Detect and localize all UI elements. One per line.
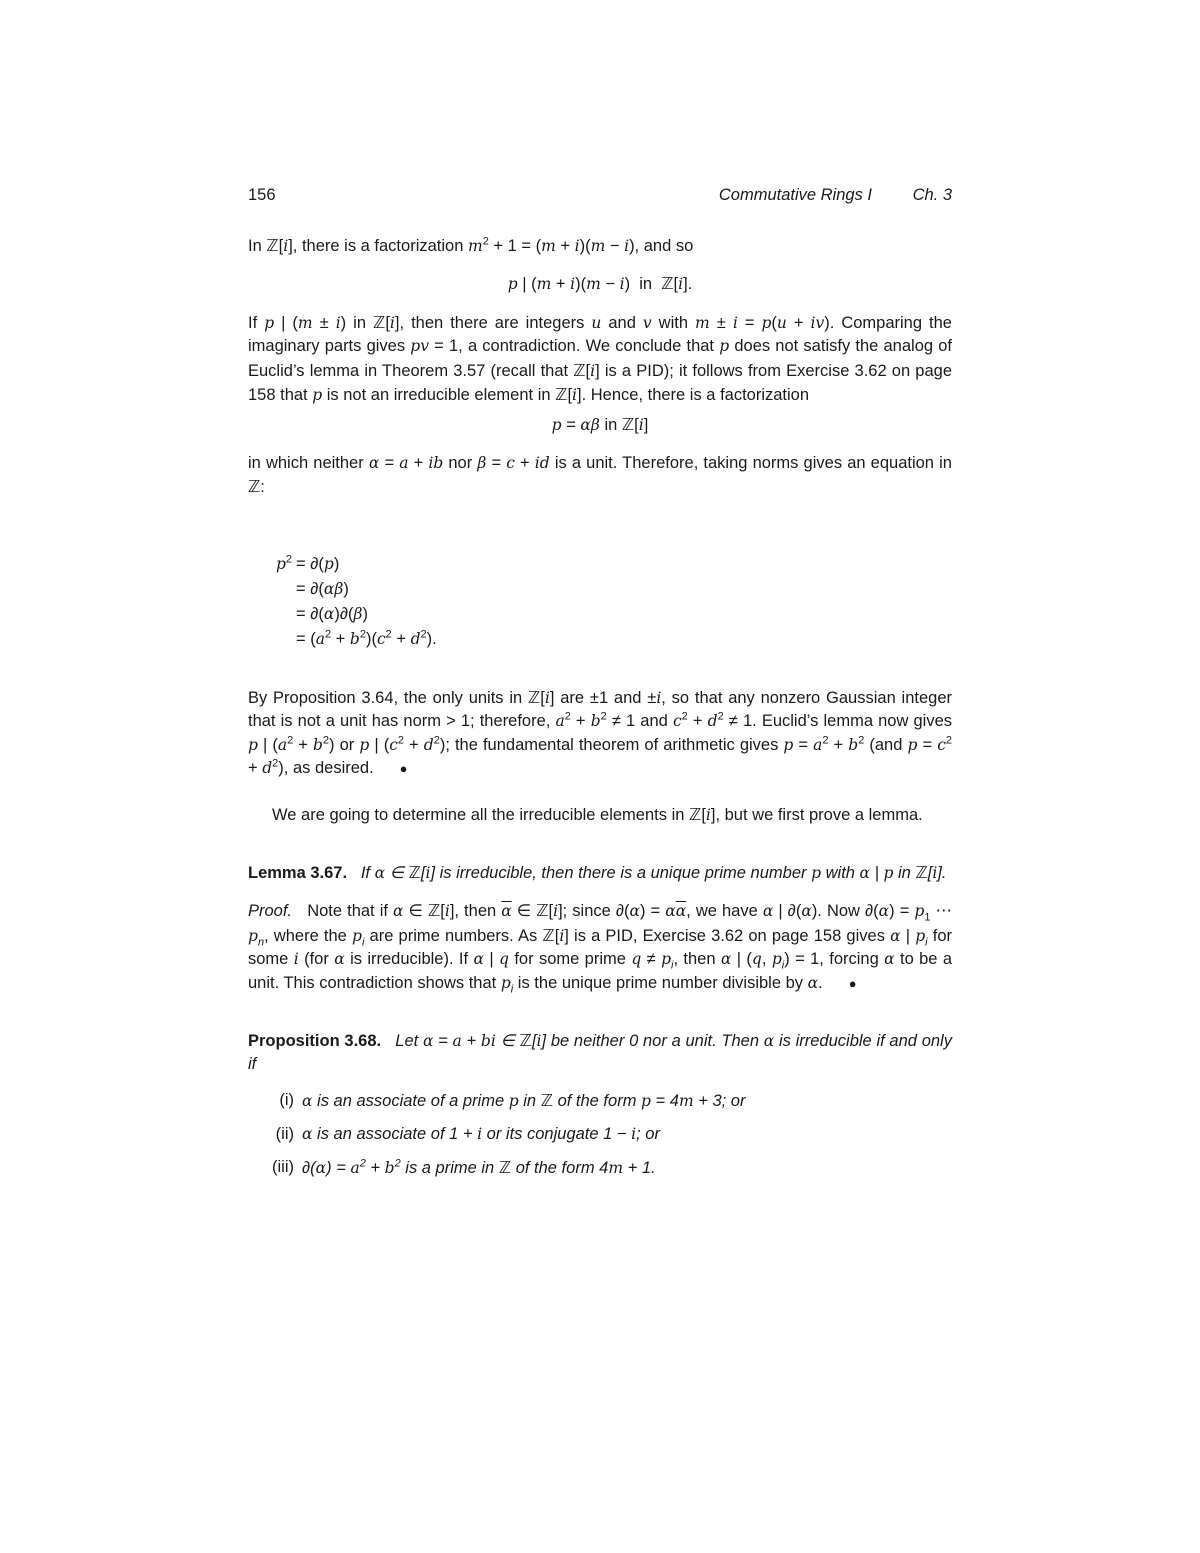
paragraph-by-proposition: By Proposition 3.64, the only units in ℤ[i] are ±1 and ±i, so that any nonzero Gaussian integer that is not a unit has norm > 1; therefore, $a^2 + b^2 \ne 1$ and $c^2 + d^2 \ne 1$. Euclid’s lemma now gives p | $(a^2 + b^2)$ or p | $(c^2 + d^2)$; the fundamental theorem of arithmetic gives $p = a^2 + b^2$ (and $p = c^2 + d^2$), as desired. ● <box>248 688 952 778</box>
condition-i: (i) α is an associate of a prime p in ℤ of the form p = 4m + 3; or <box>248 1089 952 1113</box>
paragraph-taking-norms: in which neither α = a + ib nor β = c + id is a unit. Therefore, taking norms gives an equation in ℤ: <box>248 453 952 497</box>
paragraph-comparing: If p | (m ± i) in ℤ[i], then there are integers u and v with m ± i = p(u + iv). Comparing the imaginary parts gives pv = 1, a contradiction. We conclude that p does not satisfy the analog of Euclid’s lemma in Theorem 3.57 (recall that ℤ[i] is a PID); it follows from Exercise 3.62 on page 158 that p is not an irreducible element in ℤ[i]. Hence, there is a factorization <box>248 312 952 405</box>
proposition-conditions <box>248 1089 952 1180</box>
page-body <box>248 234 952 500</box>
condition-iii: (iii) $\partial(\alpha) = a^2 + b^2$ is a prime in ℤ of the form 4m + 1. <box>248 1156 952 1180</box>
norm-equation-array: $p^2$ = ∂(p) = ∂(αβ) = ∂(α)∂(β) = $(a^2 + b^2)(c^2 + d^2)$. <box>275 553 437 648</box>
display-equation-p-alpha-beta: p = αβ in ℤ[i] <box>551 415 649 435</box>
qed-symbol: ● <box>399 761 408 777</box>
qed-symbol-2: ● <box>848 975 857 991</box>
proof-label: Proof. <box>248 902 293 921</box>
running-header <box>248 186 952 208</box>
item-label: (ii) <box>275 1124 294 1143</box>
page-number: 156 <box>248 186 276 204</box>
lemma-label: Lemma 3.67. <box>248 864 348 883</box>
condition-ii: (ii) α is an associate of 1 + i or its conjugate 1 − i; or <box>248 1123 952 1146</box>
page-body-lower <box>248 686 952 1190</box>
paragraph-factorization: In ℤ[i], there is a factorization $m^2 + 1 = (m + i)(m - i)$, and so <box>248 235 694 255</box>
paragraph-determine-irreducibles: We are going to determine all the irreducible elements in ℤ[i], but we first prove a lemma. <box>272 804 923 824</box>
display-equation-divides: p | (m + i)(m − i) in ℤ[i]. <box>507 274 693 294</box>
item-label: (iii) <box>272 1157 294 1176</box>
item-label: (i) <box>279 1090 294 1109</box>
proof-lemma-3-67: Proof. Note that if α ∈ ℤ[i], then $\overline{\alpha}$ ∈ ℤ[i]; since $\partial(\alpha) = \alpha\overline{\alpha}$, we have α | ∂(α). Now $\partial(\alpha) = p_1$ ⋯ $p_n$, where the $p_i$ are prime numbers. As ℤ[i] is a PID, Exercise 3.62 on page 158 gives α | $p_i$ for some i (for α is irreducible). If α | q for some prime $q \ne p_i$, then α | (q, $p_i) = 1$, forcing α to be a unit. This contradiction shows that $p_i$ is the unique prime number divisible by α. ● <box>248 901 953 995</box>
proposition-3-68: Proposition 3.68. Let α = a + bi ∈ ℤ[i] be neither 0 nor a unit. Then α is irreducible if and only if <box>248 1031 952 1074</box>
proposition-label: Proposition 3.68. <box>248 1032 382 1051</box>
lemma-3-67: Lemma 3.67. If α ∈ ℤ[i] is irreducible, then there is a unique prime number p with α | p in ℤ[i]. <box>248 863 947 883</box>
running-title: Commutative Rings I <box>718 186 872 204</box>
chapter-label: Ch. 3 <box>912 186 952 204</box>
